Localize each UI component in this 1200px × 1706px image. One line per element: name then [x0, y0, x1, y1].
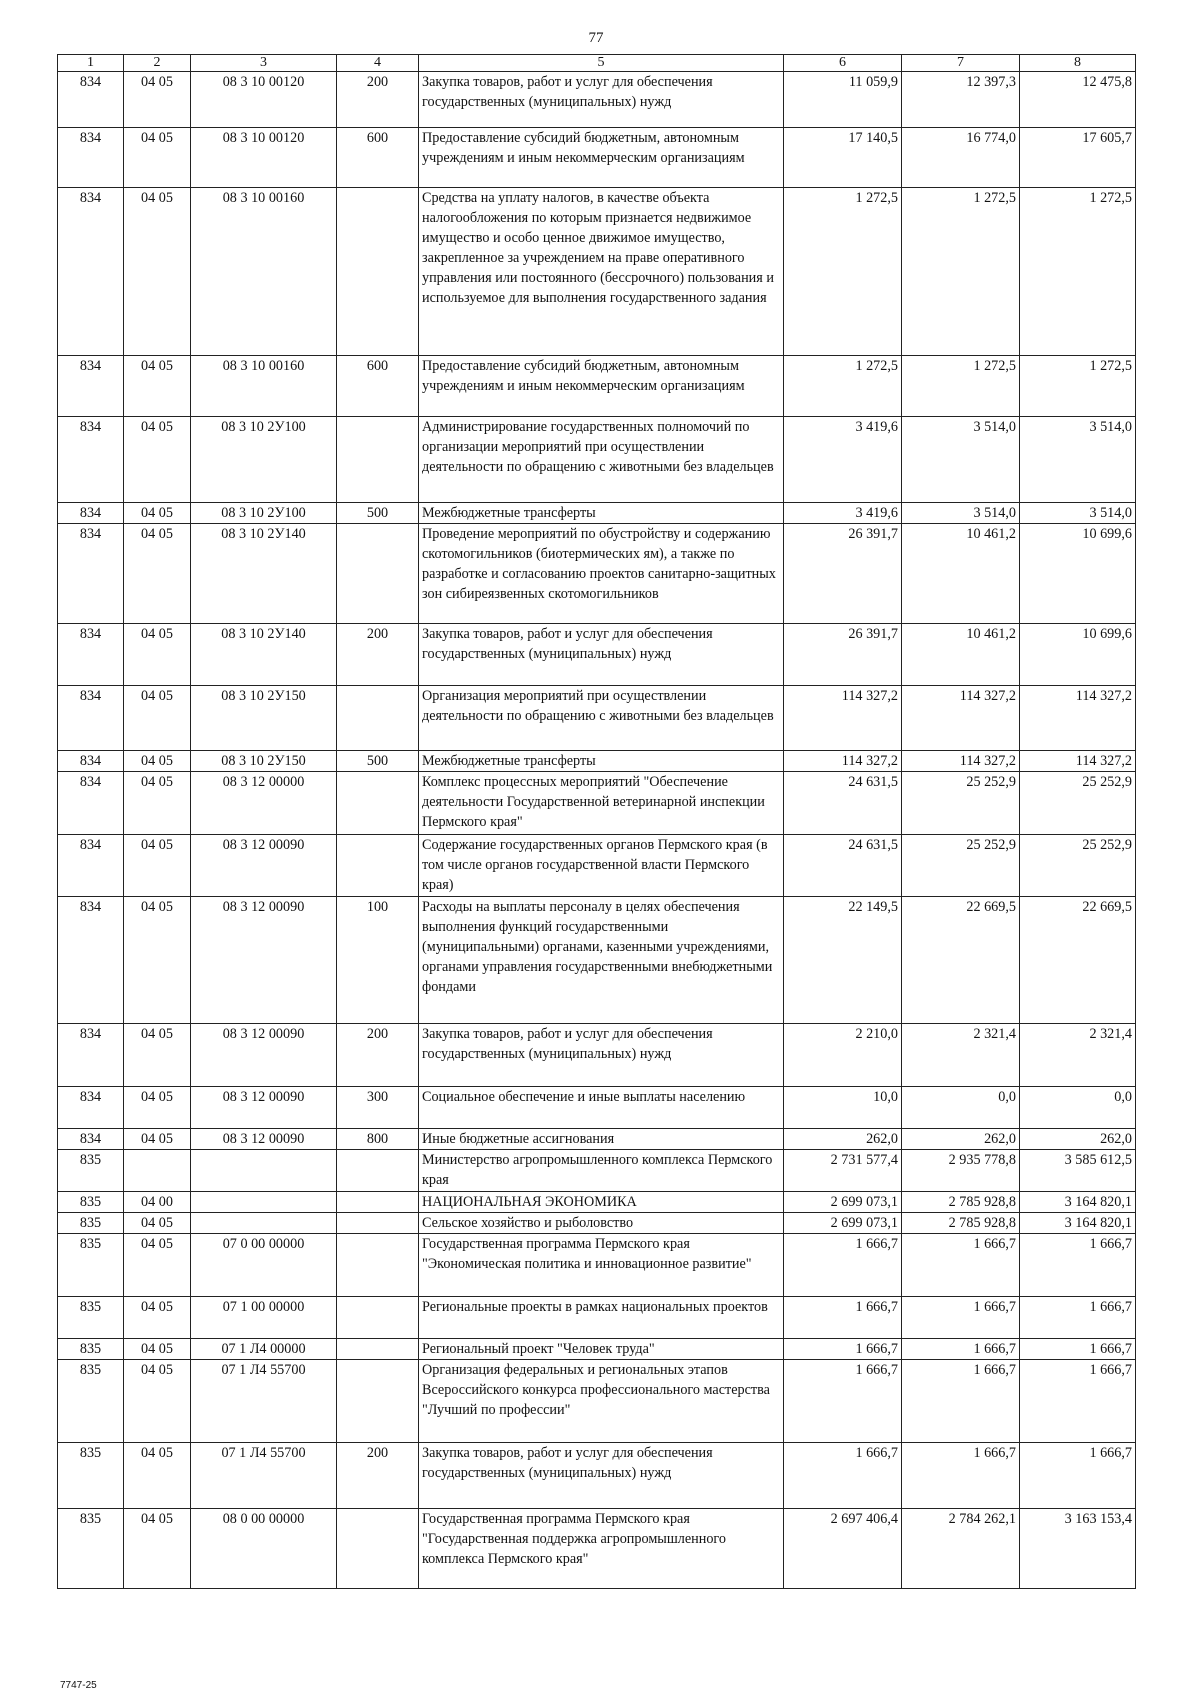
amount-year-2: 25 252,9: [902, 835, 1020, 897]
expense-type-code: 500: [337, 503, 419, 524]
amount-year-3: 1 666,7: [1020, 1297, 1136, 1339]
table-row: [58, 751, 1136, 772]
item-description: Региональный проект "Человек труда": [419, 1339, 784, 1360]
department-code: 834: [58, 1024, 124, 1087]
item-description: Закупка товаров, работ и услуг для обеспечения государственных (муниципальных) нужд: [419, 624, 784, 686]
column-header: 7: [902, 55, 1020, 72]
amount-year-2: 10 461,2: [902, 524, 1020, 624]
amount-year-3: 25 252,9: [1020, 835, 1136, 897]
table-row: [58, 624, 1136, 686]
amount-year-1: 24 631,5: [784, 835, 902, 897]
amount-year-3: 17 605,7: [1020, 128, 1136, 188]
expense-type-code: [337, 772, 419, 835]
department-code: 834: [58, 503, 124, 524]
item-description: Сельское хозяйство и рыболовство: [419, 1213, 784, 1234]
section-code: 04 00: [124, 1192, 191, 1213]
section-code: 04 05: [124, 417, 191, 503]
department-code: 835: [58, 1443, 124, 1509]
item-description: Закупка товаров, работ и услуг для обеспечения государственных (муниципальных) нужд: [419, 72, 784, 128]
target-article-code: 08 3 10 2У100: [191, 417, 337, 503]
target-article-code: 08 3 10 00120: [191, 128, 337, 188]
amount-year-1: 3 419,6: [784, 503, 902, 524]
expense-type-code: [337, 1360, 419, 1443]
department-code: 834: [58, 835, 124, 897]
section-code: 04 05: [124, 772, 191, 835]
table-row: [58, 1339, 1136, 1360]
target-article-code: 08 3 10 2У140: [191, 524, 337, 624]
target-article-code: 08 3 12 00090: [191, 1087, 337, 1129]
amount-year-3: 1 272,5: [1020, 356, 1136, 417]
amount-year-1: 2 731 577,4: [784, 1150, 902, 1192]
amount-year-1: 262,0: [784, 1129, 902, 1150]
department-code: 835: [58, 1509, 124, 1589]
target-article-code: 07 1 Л4 55700: [191, 1360, 337, 1443]
budget-table: [57, 54, 1136, 1589]
amount-year-2: 1 666,7: [902, 1297, 1020, 1339]
table-row: [58, 128, 1136, 188]
department-code: 834: [58, 1087, 124, 1129]
section-code: 04 05: [124, 751, 191, 772]
department-code: 834: [58, 417, 124, 503]
amount-year-1: 26 391,7: [784, 524, 902, 624]
item-description: Межбюджетные трансферты: [419, 503, 784, 524]
department-code: 835: [58, 1360, 124, 1443]
table-row: [58, 1150, 1136, 1192]
item-description: Предоставление субсидий бюджетным, автономным учреждениям и иным некоммерческим организациям: [419, 356, 784, 417]
table-row: [58, 1087, 1136, 1129]
amount-year-2: 3 514,0: [902, 503, 1020, 524]
section-code: 04 05: [124, 188, 191, 356]
department-code: 834: [58, 1129, 124, 1150]
amount-year-3: 0,0: [1020, 1087, 1136, 1129]
amount-year-1: 2 699 073,1: [784, 1213, 902, 1234]
table-row: [58, 356, 1136, 417]
column-header: 5: [419, 55, 784, 72]
section-code: 04 05: [124, 1087, 191, 1129]
table-row: [58, 1360, 1136, 1443]
section-code: 04 05: [124, 1339, 191, 1360]
target-article-code: 07 0 00 00000: [191, 1234, 337, 1297]
target-article-code: 08 3 12 00090: [191, 1129, 337, 1150]
item-description: Комплекс процессных мероприятий "Обеспечение деятельности Государственной ветеринарной инспекции Пермского края": [419, 772, 784, 835]
expense-type-code: 200: [337, 1443, 419, 1509]
department-code: 834: [58, 356, 124, 417]
amount-year-1: 114 327,2: [784, 751, 902, 772]
table-row: [58, 1024, 1136, 1087]
amount-year-1: 1 666,7: [784, 1339, 902, 1360]
target-article-code: [191, 1213, 337, 1234]
table-row: [58, 503, 1136, 524]
target-article-code: 08 3 10 00160: [191, 356, 337, 417]
amount-year-1: 1 666,7: [784, 1234, 902, 1297]
item-description: Закупка товаров, работ и услуг для обеспечения государственных (муниципальных) нужд: [419, 1443, 784, 1509]
section-code: 04 05: [124, 1360, 191, 1443]
amount-year-2: 2 935 778,8: [902, 1150, 1020, 1192]
expense-type-code: 600: [337, 356, 419, 417]
amount-year-3: 3 164 820,1: [1020, 1192, 1136, 1213]
target-article-code: 07 1 00 00000: [191, 1297, 337, 1339]
department-code: 834: [58, 772, 124, 835]
amount-year-2: 1 666,7: [902, 1443, 1020, 1509]
section-code: 04 05: [124, 1129, 191, 1150]
section-code: [124, 1150, 191, 1192]
amount-year-3: 3 514,0: [1020, 417, 1136, 503]
section-code: 04 05: [124, 1234, 191, 1297]
amount-year-2: 1 666,7: [902, 1339, 1020, 1360]
expense-type-code: 300: [337, 1087, 419, 1129]
amount-year-3: 2 321,4: [1020, 1024, 1136, 1087]
section-code: 04 05: [124, 686, 191, 751]
table-row: [58, 772, 1136, 835]
table-row: [58, 1213, 1136, 1234]
section-code: 04 05: [124, 1443, 191, 1509]
amount-year-2: 114 327,2: [902, 751, 1020, 772]
department-code: 835: [58, 1234, 124, 1297]
amount-year-2: 114 327,2: [902, 686, 1020, 751]
table-row: [58, 835, 1136, 897]
amount-year-1: 2 697 406,4: [784, 1509, 902, 1589]
item-description: Средства на уплату налогов, в качестве объекта налогообложения по которым признается недвижимое имущество и особо ценное движимое имущество, закрепленное за учреждением на праве оперативного управления или постоянного (бессрочного) пользования и используемое для выполнения государственного задания: [419, 188, 784, 356]
target-article-code: 08 3 12 00000: [191, 772, 337, 835]
item-description: Министерство агропромышленного комплекса Пермского края: [419, 1150, 784, 1192]
amount-year-1: 114 327,2: [784, 686, 902, 751]
amount-year-1: 1 666,7: [784, 1297, 902, 1339]
department-code: 834: [58, 128, 124, 188]
expense-type-code: 200: [337, 72, 419, 128]
department-code: 834: [58, 624, 124, 686]
amount-year-1: 1 272,5: [784, 356, 902, 417]
item-description: Иные бюджетные ассигнования: [419, 1129, 784, 1150]
amount-year-3: 25 252,9: [1020, 772, 1136, 835]
amount-year-1: 24 631,5: [784, 772, 902, 835]
amount-year-3: 1 666,7: [1020, 1360, 1136, 1443]
target-article-code: 08 3 10 00160: [191, 188, 337, 356]
section-code: 04 05: [124, 1024, 191, 1087]
table-row: [58, 188, 1136, 356]
item-description: Организация федеральных и региональных этапов Всероссийского конкурса профессионального мастерства "Лучший по профессии": [419, 1360, 784, 1443]
amount-year-2: 1 666,7: [902, 1234, 1020, 1297]
amount-year-3: 1 666,7: [1020, 1339, 1136, 1360]
department-code: 835: [58, 1192, 124, 1213]
expense-type-code: 800: [337, 1129, 419, 1150]
department-code: 834: [58, 72, 124, 128]
expense-type-code: [337, 1213, 419, 1234]
amount-year-3: 1 666,7: [1020, 1234, 1136, 1297]
amount-year-1: 2 699 073,1: [784, 1192, 902, 1213]
amount-year-3: 10 699,6: [1020, 624, 1136, 686]
target-article-code: 08 3 12 00090: [191, 897, 337, 1024]
amount-year-2: 1 272,5: [902, 356, 1020, 417]
table-row: [58, 72, 1136, 128]
amount-year-1: 17 140,5: [784, 128, 902, 188]
document-code: 7747-25: [60, 1680, 97, 1691]
section-code: 04 05: [124, 624, 191, 686]
item-description: Администрирование государственных полномочий по организации мероприятий при осуществлении деятельности по обращению с животными без владельцев: [419, 417, 784, 503]
amount-year-2: 16 774,0: [902, 128, 1020, 188]
amount-year-1: 10,0: [784, 1087, 902, 1129]
amount-year-2: 25 252,9: [902, 772, 1020, 835]
target-article-code: 07 1 Л4 00000: [191, 1339, 337, 1360]
amount-year-2: 1 272,5: [902, 188, 1020, 356]
expense-type-code: 600: [337, 128, 419, 188]
item-description: Организация мероприятий при осуществлении деятельности по обращению с животными без владельцев: [419, 686, 784, 751]
section-code: 04 05: [124, 503, 191, 524]
section-code: 04 05: [124, 1213, 191, 1234]
column-header: 4: [337, 55, 419, 72]
expense-type-code: [337, 524, 419, 624]
expense-type-code: [337, 835, 419, 897]
amount-year-3: 262,0: [1020, 1129, 1136, 1150]
item-description: Содержание государственных органов Пермского края (в том числе органов государственной власти Пермского края): [419, 835, 784, 897]
section-code: 04 05: [124, 897, 191, 1024]
department-code: 835: [58, 1213, 124, 1234]
header-row: [58, 55, 1136, 72]
expense-type-code: [337, 1509, 419, 1589]
amount-year-3: 3 163 153,4: [1020, 1509, 1136, 1589]
table-row: [58, 897, 1136, 1024]
expense-type-code: 200: [337, 624, 419, 686]
amount-year-2: 22 669,5: [902, 897, 1020, 1024]
item-description: Предоставление субсидий бюджетным, автономным учреждениям и иным некоммерческим организациям: [419, 128, 784, 188]
item-description: Региональные проекты в рамках национальных проектов: [419, 1297, 784, 1339]
target-article-code: 08 3 12 00090: [191, 835, 337, 897]
amount-year-1: 22 149,5: [784, 897, 902, 1024]
column-header: 2: [124, 55, 191, 72]
page-number: 77: [588, 30, 604, 46]
table-row: [58, 1234, 1136, 1297]
item-description: Государственная программа Пермского края "Экономическая политика и инновационное развитие": [419, 1234, 784, 1297]
item-description: Проведение мероприятий по обустройству и содержанию скотомогильников (биотермических ям), а также по разработке и согласованию проектов санитарно-защитных зон сибиреязвенных скотомогильников: [419, 524, 784, 624]
table-row: [58, 1129, 1136, 1150]
amount-year-2: 3 514,0: [902, 417, 1020, 503]
department-code: 835: [58, 1339, 124, 1360]
expense-type-code: [337, 1297, 419, 1339]
table-body: [58, 72, 1136, 1589]
column-header: 3: [191, 55, 337, 72]
item-description: НАЦИОНАЛЬНАЯ ЭКОНОМИКА: [419, 1192, 784, 1213]
amount-year-2: 10 461,2: [902, 624, 1020, 686]
column-header: 1: [58, 55, 124, 72]
target-article-code: [191, 1150, 337, 1192]
target-article-code: 07 1 Л4 55700: [191, 1443, 337, 1509]
amount-year-1: 2 210,0: [784, 1024, 902, 1087]
section-code: 04 05: [124, 72, 191, 128]
amount-year-1: 3 419,6: [784, 417, 902, 503]
amount-year-1: 11 059,9: [784, 72, 902, 128]
amount-year-1: 26 391,7: [784, 624, 902, 686]
target-article-code: 08 3 12 00090: [191, 1024, 337, 1087]
amount-year-3: 22 669,5: [1020, 897, 1136, 1024]
amount-year-1: 1 666,7: [784, 1360, 902, 1443]
amount-year-3: 3 164 820,1: [1020, 1213, 1136, 1234]
target-article-code: [191, 1192, 337, 1213]
amount-year-1: 1 272,5: [784, 188, 902, 356]
table-row: [58, 417, 1136, 503]
section-code: 04 05: [124, 356, 191, 417]
department-code: 834: [58, 188, 124, 356]
table-row: [58, 524, 1136, 624]
department-code: 834: [58, 524, 124, 624]
amount-year-2: 2 321,4: [902, 1024, 1020, 1087]
expense-type-code: [337, 1192, 419, 1213]
amount-year-3: 114 327,2: [1020, 686, 1136, 751]
expense-type-code: 100: [337, 897, 419, 1024]
department-code: 834: [58, 751, 124, 772]
amount-year-3: 3 585 612,5: [1020, 1150, 1136, 1192]
amount-year-3: 114 327,2: [1020, 751, 1136, 772]
expense-type-code: [337, 188, 419, 356]
target-article-code: 08 0 00 00000: [191, 1509, 337, 1589]
column-header: 8: [1020, 55, 1136, 72]
amount-year-3: 1 272,5: [1020, 188, 1136, 356]
expense-type-code: [337, 686, 419, 751]
amount-year-3: 1 666,7: [1020, 1443, 1136, 1509]
section-code: 04 05: [124, 524, 191, 624]
department-code: 835: [58, 1297, 124, 1339]
expense-type-code: [337, 417, 419, 503]
item-description: Социальное обеспечение и иные выплаты населению: [419, 1087, 784, 1129]
target-article-code: 08 3 10 00120: [191, 72, 337, 128]
section-code: 04 05: [124, 128, 191, 188]
table-row: [58, 1509, 1136, 1589]
table-row: [58, 1297, 1136, 1339]
amount-year-3: 3 514,0: [1020, 503, 1136, 524]
amount-year-2: 2 785 928,8: [902, 1192, 1020, 1213]
table-row: [58, 686, 1136, 751]
item-description: Межбюджетные трансферты: [419, 751, 784, 772]
table-row: [58, 1443, 1136, 1509]
department-code: 834: [58, 897, 124, 1024]
section-code: 04 05: [124, 835, 191, 897]
amount-year-2: 2 785 928,8: [902, 1213, 1020, 1234]
item-description: Закупка товаров, работ и услуг для обеспечения государственных (муниципальных) нужд: [419, 1024, 784, 1087]
expense-type-code: 500: [337, 751, 419, 772]
expense-type-code: [337, 1339, 419, 1360]
amount-year-3: 12 475,8: [1020, 72, 1136, 128]
expense-type-code: 200: [337, 1024, 419, 1087]
item-description: Государственная программа Пермского края "Государственная поддержка агропромышленного комплекса Пермского края": [419, 1509, 784, 1589]
target-article-code: 08 3 10 2У150: [191, 751, 337, 772]
amount-year-2: 0,0: [902, 1087, 1020, 1129]
section-code: 04 05: [124, 1297, 191, 1339]
amount-year-2: 1 666,7: [902, 1360, 1020, 1443]
department-code: 834: [58, 686, 124, 751]
amount-year-2: 12 397,3: [902, 72, 1020, 128]
target-article-code: 08 3 10 2У140: [191, 624, 337, 686]
section-code: 04 05: [124, 1509, 191, 1589]
amount-year-2: 2 784 262,1: [902, 1509, 1020, 1589]
table-header: [58, 55, 1136, 72]
target-article-code: 08 3 10 2У100: [191, 503, 337, 524]
amount-year-2: 262,0: [902, 1129, 1020, 1150]
column-header: 6: [784, 55, 902, 72]
expense-type-code: [337, 1150, 419, 1192]
amount-year-3: 10 699,6: [1020, 524, 1136, 624]
amount-year-1: 1 666,7: [784, 1443, 902, 1509]
item-description: Расходы на выплаты персоналу в целях обеспечения выполнения функций государственными (муниципальными) органами, казенными учреждениями, органами управления государственными внебюджетными фондами: [419, 897, 784, 1024]
department-code: 835: [58, 1150, 124, 1192]
table-row: [58, 1192, 1136, 1213]
expense-type-code: [337, 1234, 419, 1297]
target-article-code: 08 3 10 2У150: [191, 686, 337, 751]
